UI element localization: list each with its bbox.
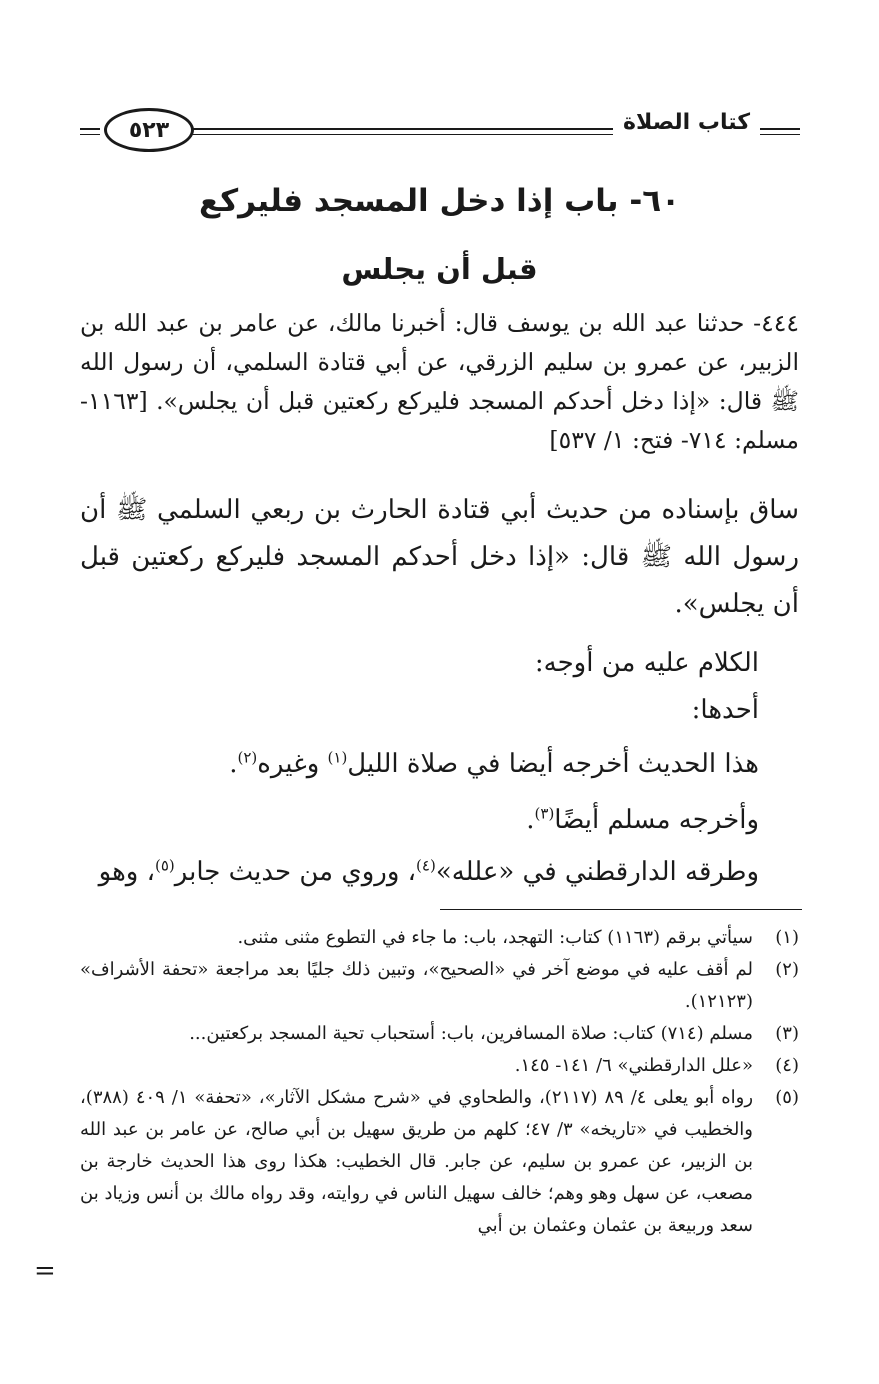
footnote	[80, 1018, 799, 1050]
line-text: هذا الحديث أخرجه أيضا في صلاة الليل	[347, 749, 759, 779]
chapter-title: ٦٠- باب إذا دخل المسجد فليركع	[198, 183, 681, 219]
continuation-mark: =	[34, 1256, 56, 1286]
section-heading: الكلام عليه من أوجه:	[534, 648, 759, 678]
footnote-ref[interactable]: (٣)	[534, 804, 555, 823]
header-rule-left-thin	[80, 134, 100, 135]
footnote-number: (١)	[775, 927, 799, 948]
page-number: ٥٢٣	[104, 108, 194, 152]
running-head: كتاب الصلاة	[613, 110, 760, 135]
footnote	[80, 954, 799, 1018]
chapter-subtitle: قبل أن يجلس	[341, 252, 538, 286]
aspect-heading: أحدها:	[691, 695, 759, 725]
commentary-line	[80, 800, 799, 840]
footnote-text: «علل الدارقطني» ٦/ ١٤١- ١٤٥.	[514, 1055, 753, 1076]
commentary-paragraph: ساق بإسناده من حديث أبي قتادة الحارث بن ربعي السلمي ﷺ أن رسول الله ﷺ قال: «إذا دخل أحدكم المسجد فليركع ركعتين قبل أن يجلس».	[80, 495, 799, 619]
line-text: وطرقه الدارقطني في «علله»	[435, 857, 759, 887]
line-text: .	[229, 749, 238, 779]
line-text: ، وروي من حديث جابر	[174, 857, 417, 887]
header-rule-left	[80, 128, 100, 130]
line-text: .	[526, 805, 535, 835]
footnote-number: (٤)	[775, 1055, 799, 1076]
line-text: وأخرجه مسلم أيضًا	[554, 805, 759, 835]
footnote-ref[interactable]: (٥)	[155, 856, 175, 875]
footnote-text: مسلم (٧١٤) كتاب: صلاة المسافرين، باب: أستحباب تحية المسجد بركعتين...	[189, 1023, 753, 1044]
footnote-number: (٥)	[775, 1087, 799, 1108]
footnote-ref[interactable]: (٤)	[416, 856, 436, 875]
footnote-number: (٣)	[775, 1023, 799, 1044]
footnote	[80, 1082, 799, 1242]
line-text: وغيره	[257, 749, 328, 779]
footnote-number: (٢)	[775, 959, 799, 980]
footnote-text: رواه أبو يعلى ٤/ ٨٩ (٢١١٧)، والطحاوي في «شرح مشكل الآثار»، «تحفة» ١/ ٤٠٩ (٣٨٨)، والخطيب في «تاريخه» ٣/ ٤٧؛ كلهم من طريق سهيل بن أبي صالح، عن عامر بن عبد الله بن الزبير، عن عمرو بن سليم، عن جابر. قال الخطيب: هكذا روى هذا الحديث خارجة بن مصعب، عن سهل وهو وهم؛ خالف سهيل الناس في روايته، وقد رواه مالك بن أنس وزياد بن سعد وربيعة بن عثمان وعثمان بن أبي	[80, 1087, 754, 1236]
footnote-text: لم أقف عليه في موضع آخر في «الصحيح»، وتبين ذلك جليًا بعد مراجعة «تحفة الأشراف» (١٢١٢٣).	[80, 959, 753, 1012]
footnote-ref[interactable]: (١)	[327, 748, 348, 767]
footnote-ref[interactable]: (٢)	[237, 748, 258, 767]
hadith-text: ٤٤٤- حدثنا عبد الله بن يوسف قال: أخبرنا مالك، عن عامر بن عبد الله بن الزبير، عن عمرو بن سليم الزرقي، عن أبي قتادة السلمي، أن رسول الله ﷺ قال: «إذا دخل أحدكم المسجد فليركع ركعتين قبل أن يجلس». [١١٦٣- مسلم: ٧١٤- فتح: ١/ ٥٣٧]	[80, 309, 799, 454]
line-text: ، وهو	[98, 857, 155, 887]
footnotes	[80, 922, 799, 1242]
commentary-line	[80, 744, 799, 784]
footnote-divider	[440, 909, 802, 910]
commentary-line	[80, 852, 799, 892]
page-header	[80, 108, 800, 152]
footnote	[80, 922, 799, 954]
footnote-text: سيأتي برقم (١١٦٣) كتاب: التهجد، باب: ما جاء في التطوع مثنى مثنى.	[237, 927, 753, 948]
footnote	[80, 1050, 799, 1082]
